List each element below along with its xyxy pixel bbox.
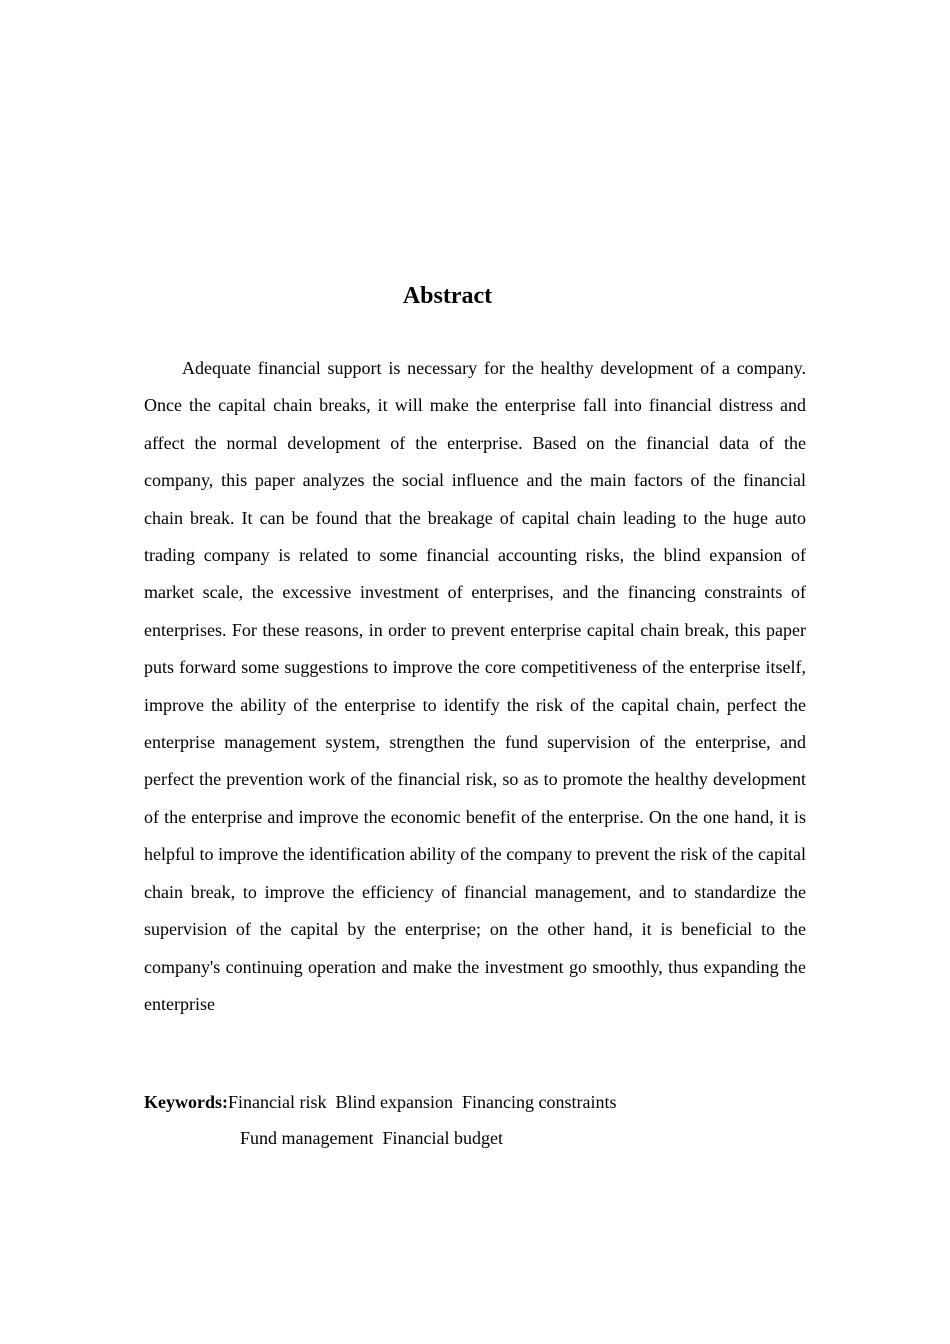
keywords-list-1: Financial risk Blind expansion Financing constraints (228, 1092, 617, 1112)
keywords-line-1 (144, 1087, 806, 1117)
keywords-line-2: Fund management Financial budget (240, 1128, 503, 1148)
keywords-label: Keywords: (144, 1092, 228, 1112)
keywords-section (144, 1087, 806, 1153)
abstract-title: Abstract (402, 283, 493, 309)
abstract-body: Adequate financial support is necessary for the healthy development of a company. Once the capital chain breaks, it will make the enterprise fall into financial distress and affect the normal development of the enterprise. Based on the financial data of the company, this paper analyzes the social influence and the main factors of the financial chain break. It can be found that the breakage of capital chain leading to the huge auto trading company is related to some financial accounting risks, the blind expansion of market scale, the excessive investment of enterprises, and the financing constraints of enterprises. For these reasons, in order to prevent enterprise capital chain break, this paper puts forward some suggestions to improve the core competitiveness of the enterprise itself, improve the ability of the enterprise to identify the risk of the capital chain, perfect the enterprise management system, strengthen the fund supervision of the enterprise, and perfect the prevention work of the financial risk, so as to promote the healthy development of the enterprise and improve the economic benefit of the enterprise. On the one hand, it is helpful to improve the identification ability of the company to prevent the risk of the capital chain break, to improve the efficiency of financial management, and to standardize the supervision of the capital by the enterprise; on the other hand, it is beneficial to the company's continuing operation and make the investment go smoothly, thus expanding the enterprise (144, 358, 806, 1014)
